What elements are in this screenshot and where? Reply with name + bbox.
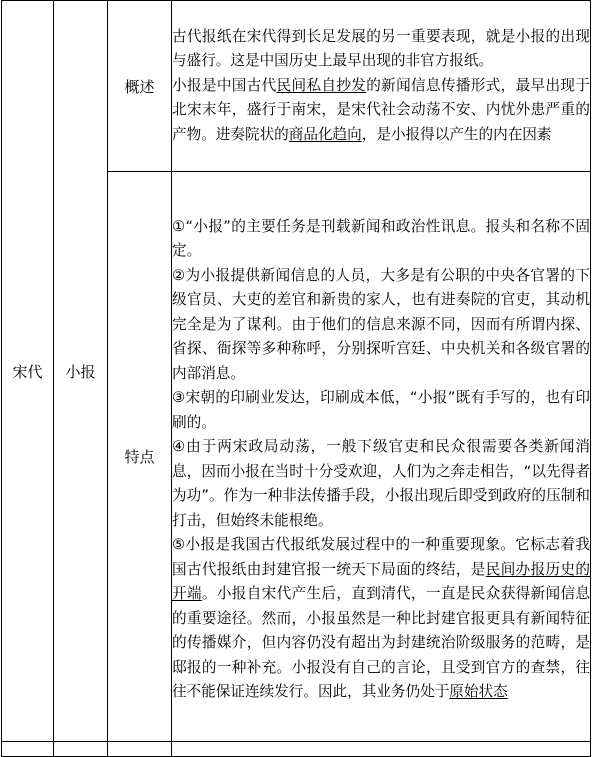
overview-body [172, 1, 591, 172]
features-label: 特点 [124, 448, 155, 466]
overview-label: 概述 [124, 77, 155, 96]
empty-cell [172, 742, 591, 757]
era-cell [2, 1, 54, 742]
feature-paragraph: ①“小报”的主要任务是刊载新闻和政治性讯息。报头和名称不固定。 [172, 217, 590, 259]
type-cell [54, 1, 108, 742]
overview-line: 古代报纸在宋代得到长足发展的另一重要表现，就是小报的出现与盛行。这是中国历史上最早出现的非官方报纸。 [172, 27, 590, 70]
era-label: 宋代 [12, 362, 43, 381]
feature-paragraph: ②为小报提供新闻信息的人员，大多是有公职的中央各官署的下级官员、大吏的差官和新贵的家人，也有进奏院的官吏，其动机完全是为了谋利。由于他们的信息来源不同，因而有所谓内探、省探、衙探等多种称呼，分别探听宫廷、中央机关和各级官署的内部消息。 [172, 266, 590, 382]
feature-paragraph: ⑤小报是我国古代报纸发展过程中的一种重要现象。它标志着我国古代报纸由封建官报一统天下局面的终结，是民间办报历史的开端。小报自宋代产生后，直到清代，一直是民众获得新闻信息的重要途径。然而，小报虽然是一种比封建官报更具有新闻特征的传播媒介，但内容仍没有超出为封建统治阶级服务的范畴，是邸报的一种补充。小报没有自己的言论，且受到官方的查禁，往往不能保证连续发行。因此，其业务仍处于原始状态 [172, 536, 590, 700]
feature-paragraph: ③宋朝的印刷业发达，印刷成本低，“小报”既有手写的，也有印刷的。 [172, 389, 590, 431]
empty-cell [108, 742, 172, 757]
underlined-term: 民间私自抄发 [276, 76, 367, 94]
overview-label-cell [108, 1, 172, 172]
content-table [1, 0, 591, 757]
feature-paragraph: ④由于两宋政局动荡，一般下级官吏和民众很需要各类新闻消息，因而小报在当时十分受欢迎，人们为之奔走相告，“以先得者为功”。作为一种非法传播手段，小报出现后即受到政府的压制和打击，但始终未能根绝。 [172, 438, 590, 529]
underlined-term: 民间办报历史的开端 [172, 560, 590, 602]
features-body [172, 172, 591, 742]
type-label: 小报 [65, 362, 96, 381]
underlined-term: 原始状态 [449, 683, 508, 700]
underlined-term: 商品化趋向 [288, 125, 362, 143]
empty-cell [54, 742, 108, 757]
empty-cell [2, 742, 54, 757]
features-label-cell [108, 172, 172, 742]
overview-line: 小报是中国古代民间私自抄发的新闻信息传播形式，最早出现于北宋末年，盛行于南宋，是宋代社会动荡不安、内忧外患严重的产物。进奏院状的商品化趋向，是小报得以产生的内在因素 [172, 76, 590, 143]
